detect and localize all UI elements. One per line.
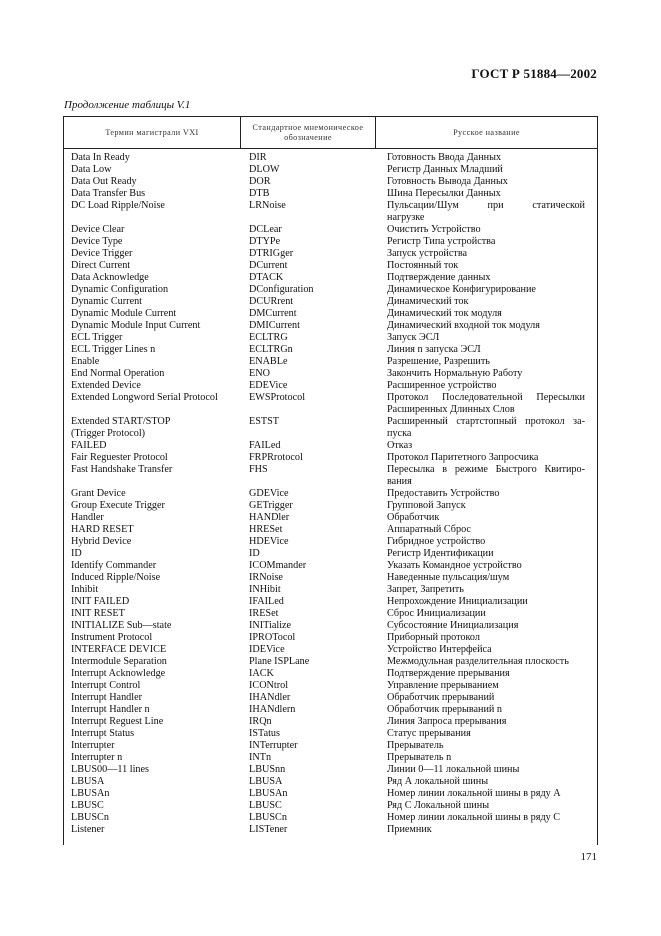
terms-table <box>63 116 598 845</box>
table-row <box>64 356 597 368</box>
header-vxi-term: Термин магистрали VXI <box>105 127 199 137</box>
vxi-term: Device Type <box>71 236 123 247</box>
table-continuation-caption: Продолжение таблицы V.1 <box>64 99 191 111</box>
vxi-term: LBUS00—11 lines <box>71 764 150 775</box>
russian-name: Пульсации/Шум при статической нагрузке <box>387 200 585 223</box>
table-row <box>64 416 597 440</box>
vxi-term: Instrument Protocol <box>71 632 153 643</box>
table-row <box>64 824 597 836</box>
table-row <box>64 680 597 692</box>
table-row <box>64 752 597 764</box>
vxi-term: Grant Device <box>71 488 126 499</box>
table-row <box>64 764 597 776</box>
russian-name: Динамическое Конфигурирование <box>387 284 536 295</box>
russian-name: Ряд А локальной шины <box>387 776 489 787</box>
vxi-term: Handler <box>71 512 104 523</box>
table-row <box>64 668 597 680</box>
mnemonic: DMCurrent <box>249 308 297 319</box>
table-row <box>64 164 597 176</box>
table-row <box>64 812 597 824</box>
table-row <box>64 692 597 704</box>
russian-name: Очистить Устройство <box>387 224 481 235</box>
vxi-term: LBUSA <box>71 776 105 787</box>
vxi-term: Data Low <box>71 164 112 175</box>
vxi-term: INIT RESET <box>71 608 125 619</box>
vxi-term: Device Trigger <box>71 248 133 259</box>
vxi-term: LBUSAn <box>71 788 110 799</box>
vxi-term: Extended START/STOP (Trigger Protocol) <box>71 416 171 439</box>
mnemonic: IRESet <box>249 608 279 619</box>
table-row <box>64 584 597 596</box>
vxi-term: Data Acknowledge <box>71 272 149 283</box>
vxi-term: ECL Trigger Lines n <box>71 344 156 355</box>
table-row <box>64 704 597 716</box>
vxi-term: Induced Ripple/Noise <box>71 572 161 583</box>
table-row <box>64 608 597 620</box>
vxi-term: Dynamic Module Input Current <box>71 320 201 331</box>
vxi-term: Extended Longword Serial Protocol <box>71 392 218 403</box>
vxi-term: Interrupt Handler n <box>71 704 150 715</box>
table-row <box>64 716 597 728</box>
vxi-term: Fair Reguester Protocol <box>71 452 168 463</box>
mnemonic: DCURrent <box>249 296 294 307</box>
table-row <box>64 524 597 536</box>
vxi-term: Inhibit <box>71 584 99 595</box>
table-row <box>64 536 597 548</box>
table-row <box>64 728 597 740</box>
russian-name: Устройство Интерфейса <box>387 644 492 655</box>
russian-name: Расширенный стартстопный протокол за- пуска <box>387 416 585 439</box>
table-row <box>64 776 597 788</box>
vxi-term: FAILED <box>71 440 107 451</box>
vxi-term: Group Execute Trigger <box>71 500 165 511</box>
mnemonic: IDEVice <box>249 644 285 655</box>
mnemonic: LBUSC <box>249 800 282 811</box>
vxi-term: ID <box>71 548 82 559</box>
table-row <box>64 224 597 236</box>
table-row <box>64 392 597 416</box>
mnemonic: DIR <box>249 152 267 163</box>
standard-designation: ГОСТ Р 51884—2002 <box>471 66 597 81</box>
vxi-term: HARD RESET <box>71 524 134 535</box>
mnemonic: ENO <box>249 368 270 379</box>
russian-name: Аппаратный Сброс <box>387 524 471 535</box>
mnemonic: DTRIGger <box>249 248 294 259</box>
vxi-term: Hybrid Device <box>71 536 132 547</box>
russian-name: Динамический входной ток модуля <box>387 320 540 331</box>
table-row <box>64 788 597 800</box>
vxi-term: INITIALIZE Sub—state <box>71 620 172 631</box>
russian-name: Отказ <box>387 440 413 451</box>
table-row <box>64 620 597 632</box>
table-row <box>64 236 597 248</box>
mnemonic: ICOMmander <box>249 560 307 571</box>
table-row <box>64 200 597 224</box>
mnemonic: DTB <box>249 188 270 199</box>
table-row <box>64 440 597 452</box>
mnemonic: DTACK <box>249 272 284 283</box>
russian-name: Номер линии локальной шины в ряду А <box>387 788 561 799</box>
table-row <box>64 260 597 272</box>
vxi-term: Enable <box>71 356 100 367</box>
vxi-term: Interrupt Acknowledge <box>71 668 166 679</box>
mnemonic: LRNoise <box>249 200 286 211</box>
mnemonic: EDEVice <box>249 380 288 391</box>
mnemonic: HANDler <box>249 512 290 523</box>
mnemonic: INTerrupter <box>249 740 298 751</box>
russian-name: Готовность Ввода Данных <box>387 152 502 163</box>
mnemonic: FHS <box>249 464 268 475</box>
mnemonic: ENABLe <box>249 356 288 367</box>
table-row <box>64 644 597 656</box>
vxi-term: Interrupt Control <box>71 680 141 691</box>
russian-name: Гибридное устройство <box>387 536 486 547</box>
table-row <box>64 188 597 200</box>
table-row <box>64 572 597 584</box>
table-row <box>64 272 597 284</box>
vxi-term: Data In Ready <box>71 152 130 163</box>
vxi-term: Dynamic Module Current <box>71 308 177 319</box>
russian-name: Предоставить Устройство <box>387 488 500 499</box>
table-header <box>64 117 597 149</box>
russian-name: Закончить Нормальную Работу <box>387 368 523 379</box>
mnemonic: ISTatus <box>249 728 280 739</box>
mnemonic: IFAILed <box>249 596 284 607</box>
russian-name: Линия Запроса прерывания <box>387 716 507 727</box>
russian-name: Ряд С Локальной шины <box>387 800 490 811</box>
table-row <box>64 380 597 392</box>
mnemonic: IRQn <box>249 716 272 727</box>
russian-name: Линия n запуска ЭСЛ <box>387 344 481 355</box>
vxi-term: End Normal Operation <box>71 368 165 379</box>
mnemonic: DMICurrent <box>249 320 300 331</box>
mnemonic: LBUSnn <box>249 764 286 775</box>
vxi-term: Interrupt Handler <box>71 692 142 703</box>
vxi-term: Interrupt Reguest Line <box>71 716 164 727</box>
mnemonic: EWSProtocol <box>249 392 306 403</box>
russian-name: Наведенные пульсация/шум <box>387 572 510 583</box>
table-row <box>64 296 597 308</box>
header-russian-name: Русское название <box>453 127 520 137</box>
table-row <box>64 176 597 188</box>
russian-name: Приемник <box>387 824 432 835</box>
mnemonic: IHANdler <box>249 692 291 703</box>
table-row <box>64 548 597 560</box>
vxi-term: Intermodule Separation <box>71 656 167 667</box>
russian-name: Указать Командное устройство <box>387 560 522 571</box>
vxi-term: Direct Current <box>71 260 131 271</box>
mnemonic: INITialize <box>249 620 292 631</box>
vxi-term: Device Clear <box>71 224 125 235</box>
vxi-term: Data Out Ready <box>71 176 137 187</box>
mnemonic: DLOW <box>249 164 280 175</box>
russian-name: Прерыватель <box>387 740 444 751</box>
russian-name: Межмодульная разделительная плоскость <box>387 656 569 667</box>
vxi-term: Fast Handshake Transfer <box>71 464 173 475</box>
vxi-term: Dynamic Configuration <box>71 284 169 295</box>
mnemonic: ICONtrol <box>249 680 289 691</box>
russian-name: Подтверждение данных <box>387 272 491 283</box>
mnemonic: DTYPe <box>249 236 281 247</box>
vxi-term: INTERFACE DEVICE <box>71 644 167 655</box>
russian-name: Обработчик <box>387 512 440 523</box>
russian-name: Номер линии локальной шины в ряду С <box>387 812 561 823</box>
header-mnemonic: Стандартное мнемоническое обозначение <box>252 122 364 142</box>
table-row <box>64 464 597 488</box>
vxi-term: INIT FAILED <box>71 596 130 607</box>
russian-name: Групповой Запуск <box>387 500 466 511</box>
mnemonic: DConfiguration <box>249 284 314 295</box>
table-row <box>64 488 597 500</box>
russian-name: Запуск ЭСЛ <box>387 332 440 343</box>
russian-name: Разрешение, Разрешить <box>387 356 490 367</box>
mnemonic: IPROTocol <box>249 632 296 643</box>
table-row <box>64 500 597 512</box>
table-row <box>64 248 597 260</box>
russian-name: Протокол Паритетного Запросчика <box>387 452 539 463</box>
russian-name: Пересылка в режиме Быстрого Квитиро- вания <box>387 464 585 487</box>
russian-name: Обработчик прерываний n <box>387 704 503 715</box>
russian-name: Линии 0—11 локальной шины <box>387 764 520 775</box>
mnemonic: IACK <box>249 668 274 679</box>
mnemonic: INHibit <box>249 584 281 595</box>
russian-name: Регистр Типа устройства <box>387 236 496 247</box>
mnemonic: GDEVice <box>249 488 289 499</box>
mnemonic: DCLear <box>249 224 282 235</box>
mnemonic: ID <box>249 548 260 559</box>
mnemonic: LBUSA <box>249 776 283 787</box>
russian-name: Статус прерывания <box>387 728 471 739</box>
table-row <box>64 368 597 380</box>
vxi-term: Extended Device <box>71 380 141 391</box>
vxi-term: DC Load Ripple/Noise <box>71 200 165 211</box>
vxi-term: Interrupter <box>71 740 115 751</box>
mnemonic: INTn <box>249 752 272 763</box>
mnemonic: FAILed <box>249 440 281 451</box>
mnemonic: ECLTRG <box>249 332 288 343</box>
vxi-term: ECL Trigger <box>71 332 123 343</box>
mnemonic: GETrigger <box>249 500 293 511</box>
russian-name: Динамический ток <box>387 296 469 307</box>
vxi-term: Listener <box>71 824 105 835</box>
table-row <box>64 632 597 644</box>
table-row <box>64 308 597 320</box>
vxi-term: Dynamic Current <box>71 296 143 307</box>
vxi-term: Interrupter n <box>71 752 123 763</box>
russian-name: Сброс Инициализации <box>387 608 486 619</box>
table-row <box>64 344 597 356</box>
mnemonic: IRNoise <box>249 572 283 583</box>
vxi-term: Identify Commander <box>71 560 157 571</box>
russian-name: Управление прерыванием <box>387 680 499 691</box>
table-row <box>64 800 597 812</box>
russian-name: Шина Пересылки Данных <box>387 188 501 199</box>
mnemonic: Plane ISPLane <box>249 656 310 667</box>
russian-name: Постоянный ток <box>387 260 459 271</box>
mnemonic: LISTener <box>249 824 288 835</box>
russian-name: Субсостояние Инициализация <box>387 620 519 631</box>
mnemonic: DCurrent <box>249 260 288 271</box>
russian-name: Запуск устройства <box>387 248 468 259</box>
table-row <box>64 332 597 344</box>
table-row <box>64 740 597 752</box>
mnemonic: FRPRrotocol <box>249 452 303 463</box>
russian-name: Готовность Вывода Данных <box>387 176 508 187</box>
table-row <box>64 656 597 668</box>
vxi-term: Interrupt Status <box>71 728 135 739</box>
vxi-term: LBUSC <box>71 800 104 811</box>
russian-name: Приборный протокол <box>387 632 480 643</box>
russian-name: Подтверждение прерывания <box>387 668 510 679</box>
table-row <box>64 596 597 608</box>
russian-name: Прерыватель n <box>387 752 452 763</box>
russian-name: Динамический ток модуля <box>387 308 502 319</box>
vxi-term: LBUSCn <box>71 812 109 823</box>
vxi-term: Data Transfer Bus <box>71 188 146 199</box>
mnemonic: ECLTRGn <box>249 344 293 355</box>
table-row <box>64 512 597 524</box>
table-row <box>64 320 597 332</box>
russian-name: Непрохождение Инициализации <box>387 596 528 607</box>
mnemonic: HRESet <box>249 524 283 535</box>
russian-name: Регистр Данных Младший <box>387 164 503 175</box>
russian-name: Запрет, Запретить <box>387 584 464 595</box>
table-row <box>64 152 597 164</box>
mnemonic: ESTST <box>249 416 280 427</box>
mnemonic: LBUSAn <box>249 788 288 799</box>
mnemonic: IHANdlern <box>249 704 296 715</box>
table-row <box>64 452 597 464</box>
mnemonic: LBUSCn <box>249 812 287 823</box>
mnemonic: DOR <box>249 176 271 187</box>
table-row <box>64 284 597 296</box>
mnemonic: HDEVice <box>249 536 289 547</box>
russian-name: Расширенное устройство <box>387 380 497 391</box>
russian-name: Протокол Последовательной Пересылки Расширенных Длинных Слов <box>387 392 585 415</box>
russian-name: Обработчик прерываний <box>387 692 495 703</box>
russian-name: Регистр Идентификации <box>387 548 494 559</box>
page-number: 171 <box>580 851 597 863</box>
table-row <box>64 560 597 572</box>
